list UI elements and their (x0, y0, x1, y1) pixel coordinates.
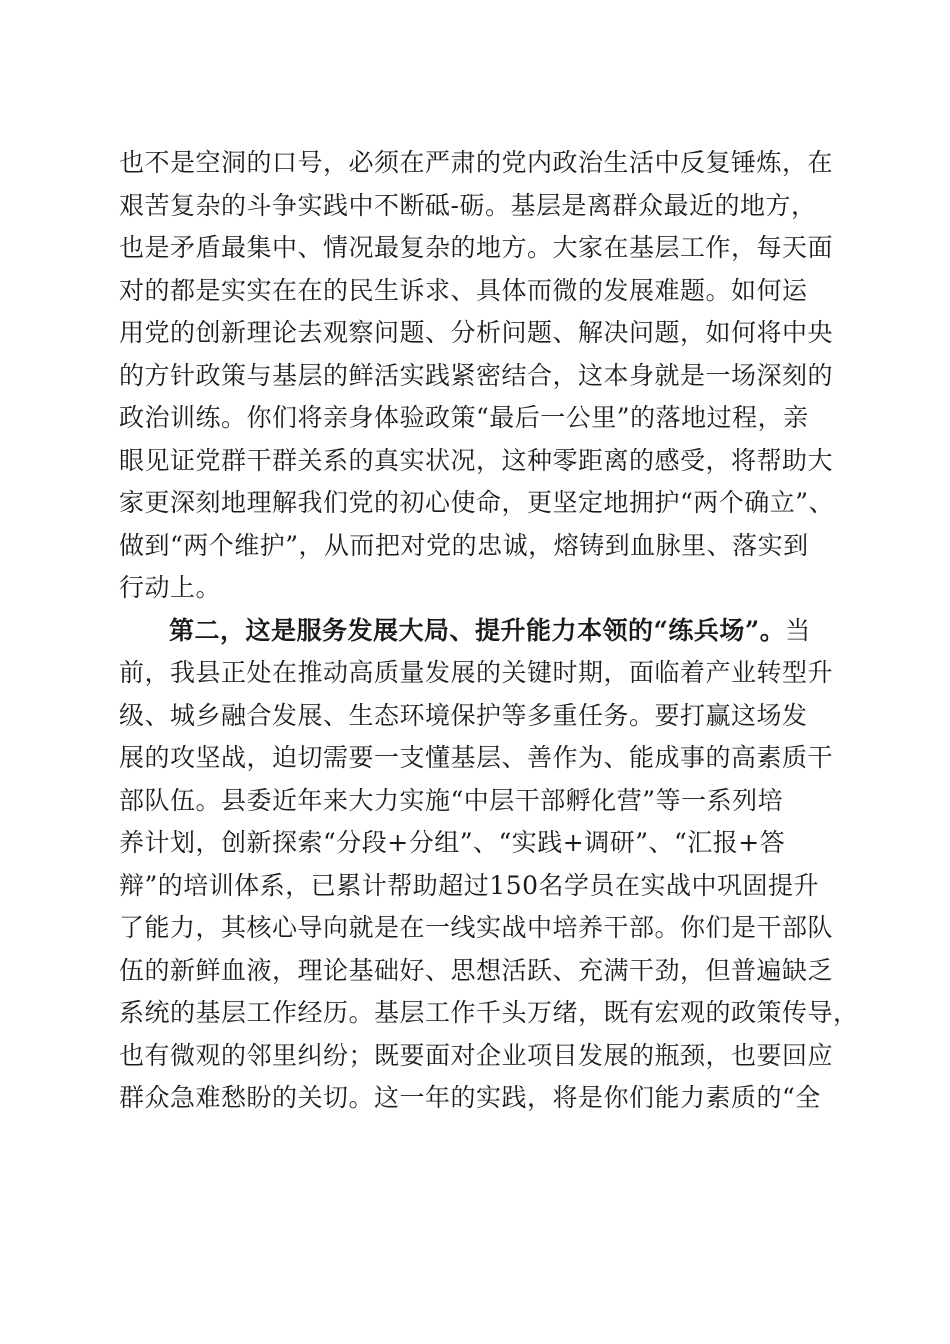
text-line: 辩”的培训体系，已累计帮助超过150名学员在实战中巩固提升 (119, 870, 820, 900)
text-line: 养计划，创新探索“分段+分组”、“实践+调研”、“汇报+答 (119, 828, 786, 857)
text-fragment: 当 (785, 615, 811, 645)
text-line: 也不是空洞的口号，必须在严肃的党内政治生活中反复锤炼，在 (119, 148, 834, 177)
text-line: 也有微观的邻里纠纷；既要面对企业项目发展的瓶颈，也要回应 (119, 1040, 834, 1070)
paragraph-2 (119, 610, 859, 1120)
text-line: 做到“两个维护”，从而把对党的忠诚，熔铸到血脉里、落实到 (119, 530, 809, 560)
text-line: 家更深刻地理解我们党的初心使命，更坚定地拥护“两个确立”、 (119, 488, 835, 517)
text-line: 前，我县正处在推动高质量发展的关键时期，面临着产业转型升 (119, 658, 834, 687)
paragraph-lead: 第二，这是服务发展大局、提升能力本领的“练兵场”。 (169, 615, 786, 645)
text-line: 群众急难愁盼的关切。这一年的实践，将是你们能力素质的“全 (119, 1083, 821, 1112)
text-line: 也是矛盾最集中、情况最复杂的地方。大家在基层工作，每天面 (119, 233, 834, 262)
text-line: 部队伍。县委近年来大力实施“中层干部孵化营”等一系列培 (119, 785, 784, 815)
text-line: 眼见证党群干群关系的真实状况，这种零距离的感受，将帮助大 (119, 445, 834, 475)
text-line: 系统的基层工作经历。基层工作千头万绪，既有宏观的政策传导， (119, 998, 859, 1027)
text-line: 级、城乡融合发展、生态环境保护等多重任务。要打赢这场发 (119, 700, 808, 730)
text-line: 用党的创新理论去观察问题、分析问题、解决问题，如何将中央 (119, 318, 834, 347)
text-line: 伍的新鲜血液，理论基础好、思想活跃、充满干劲，但普遍缺乏 (119, 955, 834, 985)
paragraph-1 (119, 142, 835, 610)
text-line: 展的攻坚战，迫切需要一支懂基层、善作为、能成事的高素质干 (119, 743, 834, 772)
text-line: 行动上。 (119, 573, 222, 602)
text-line: 对的都是实实在在的民生诉求、具体而微的发展难题。如何运 (119, 275, 808, 305)
text-line: 艰苦复杂的斗争实践中不断砥-砺。基层是离群众最近的地方， (119, 190, 817, 220)
body-text (119, 142, 859, 1120)
text-line: 政治训练。你们将亲身体验政策“最后一公里”的落地过程，亲 (119, 403, 809, 432)
text-line: 了能力，其核心导向就是在一线实战中培养干部。你们是干部队 (119, 913, 834, 942)
text-line: 的方针政策与基层的鲜活实践紧密结合，这本身就是一场深刻的 (119, 360, 834, 390)
text-line-first (119, 610, 831, 653)
